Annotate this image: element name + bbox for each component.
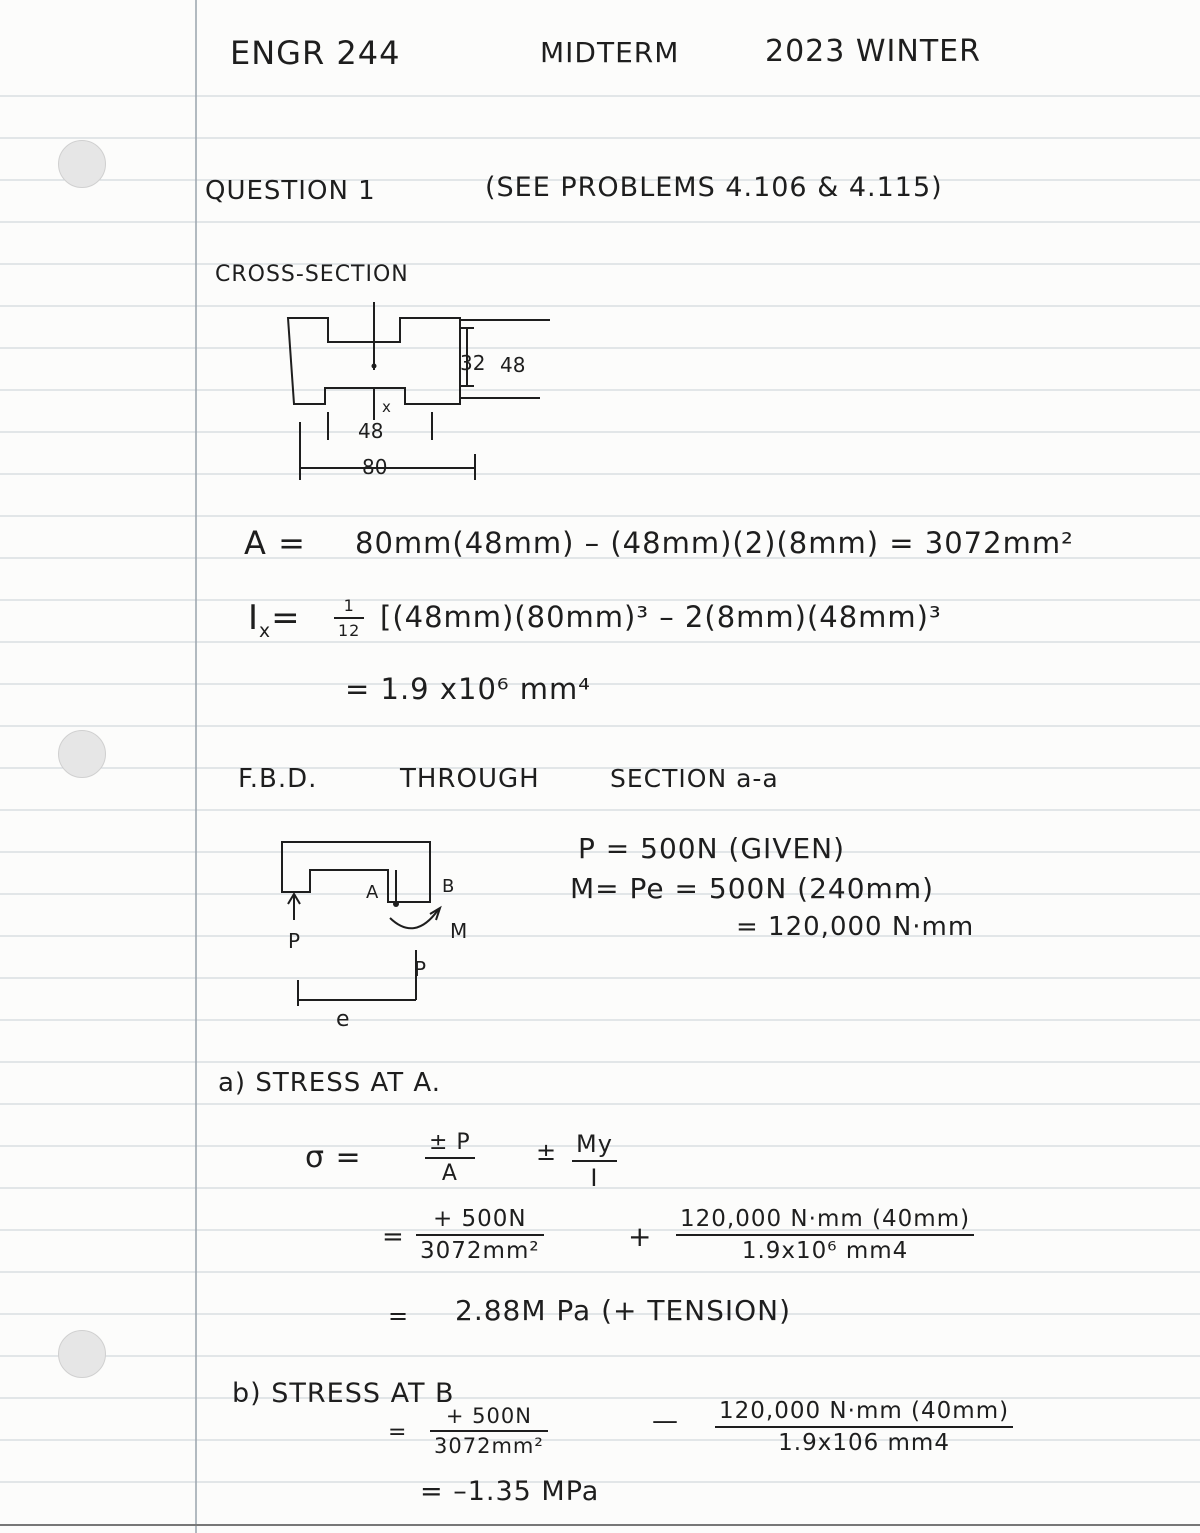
sigma-term1-num: ± P xyxy=(425,1130,475,1159)
part-b-result: = –1.35 MPa xyxy=(420,1476,600,1507)
inertia-fraction xyxy=(334,596,364,640)
fbd-section: SECTION a-a xyxy=(610,764,779,793)
dim-outer-width: 80 xyxy=(362,455,388,479)
part-a-result-eq: = xyxy=(388,1302,410,1330)
exam-title: MIDTERM xyxy=(540,36,680,69)
fbd-eq-p: P = 500N (GIVEN) xyxy=(578,832,846,865)
sigma-term2-den: I xyxy=(590,1164,599,1192)
inertia-frac-den: 12 xyxy=(338,621,361,640)
question-reference: (SEE PROBLEMS 4.106 & 4.115) xyxy=(485,172,943,203)
axis-x-label: x xyxy=(382,398,391,416)
course-code: ENGR 244 xyxy=(230,34,401,72)
sigma-term1-den: A xyxy=(441,1161,458,1186)
fbd-through: THROUGH xyxy=(400,764,540,794)
sigma-term2-num: My xyxy=(572,1130,617,1162)
fbd-force-p-left: P xyxy=(288,929,301,953)
inertia-expression: [(48mm)(80mm)³ – 2(8mm)(48mm)³ xyxy=(380,600,942,634)
cross-section-label: CROSS-SECTION xyxy=(215,262,409,287)
part-a-term2-num: 120,000 N·mm (40mm) xyxy=(676,1206,974,1236)
question-title: QUESTION 1 xyxy=(205,176,376,206)
inertia-result: = 1.9 x10⁶ mm⁴ xyxy=(345,672,591,706)
punch-hole-bottom xyxy=(58,1330,106,1378)
part-a-term1 xyxy=(416,1206,544,1264)
cross-section-diagram xyxy=(270,300,570,500)
inertia-frac-num: 1 xyxy=(334,596,364,619)
part-a-term1-num: + 500N xyxy=(416,1206,544,1236)
part-b-term1 xyxy=(430,1404,548,1458)
dim-inner-width: 48 xyxy=(358,419,384,443)
fbd-label: F.B.D. xyxy=(238,764,318,794)
part-b-term2-den: 1.9x106 mm4 xyxy=(778,1430,950,1456)
area-lhs: A = xyxy=(244,524,306,562)
inertia-lhs xyxy=(248,598,301,642)
part-a-plus: + xyxy=(628,1220,653,1253)
exam-term: 2023 WINTER xyxy=(765,34,981,69)
part-b-minus: — xyxy=(652,1406,679,1436)
sigma-term1 xyxy=(425,1130,475,1186)
area-expression: 80mm(48mm) – (48mm)(2)(8mm) = 3072mm² xyxy=(355,526,1074,560)
sigma-lhs: σ = xyxy=(305,1140,362,1175)
fbd-point-a: A xyxy=(366,882,379,903)
fbd-point-b: B xyxy=(442,876,455,897)
inertia-sub: x xyxy=(259,620,272,642)
fbd-eq-m-result: = 120,000 N·mm xyxy=(736,912,975,942)
part-a-term2-den: 1.9x10⁶ mm4 xyxy=(741,1238,909,1264)
part-b-label: b) STRESS AT B xyxy=(232,1378,455,1409)
fbd-moment-m: M xyxy=(450,919,468,943)
part-a-term1-den: 3072mm² xyxy=(420,1238,540,1264)
dim-inner-height: 32 xyxy=(460,351,486,375)
part-b-term2 xyxy=(715,1398,1013,1456)
fbd-diagram xyxy=(270,830,530,1040)
part-b-eq: = xyxy=(388,1420,408,1445)
inertia-var: I xyxy=(248,598,260,638)
fbd-bracket-outline xyxy=(282,842,430,902)
part-a-eq: = xyxy=(382,1222,405,1252)
dim-outer-height: 48 xyxy=(500,353,526,377)
sigma-term2 xyxy=(572,1130,617,1192)
part-a-label: a) STRESS AT A. xyxy=(218,1068,441,1098)
part-b-term1-num: + 500N xyxy=(430,1404,548,1432)
punch-hole-top xyxy=(58,140,106,188)
part-a-term2 xyxy=(676,1206,974,1264)
fbd-eccentricity-e: e xyxy=(336,1007,350,1032)
punch-hole-middle xyxy=(58,730,106,778)
inertia-eq: = xyxy=(271,598,301,638)
part-b-term1-den: 3072mm² xyxy=(434,1434,544,1458)
fbd-force-p-right: P xyxy=(414,957,427,981)
part-b-term2-num: 120,000 N·mm (40mm) xyxy=(715,1398,1013,1428)
sigma-pm: ± xyxy=(536,1138,558,1166)
fbd-eq-m: M= Pe = 500N (240mm) xyxy=(570,872,935,905)
part-a-result: 2.88M Pa (+ TENSION) xyxy=(455,1294,792,1327)
